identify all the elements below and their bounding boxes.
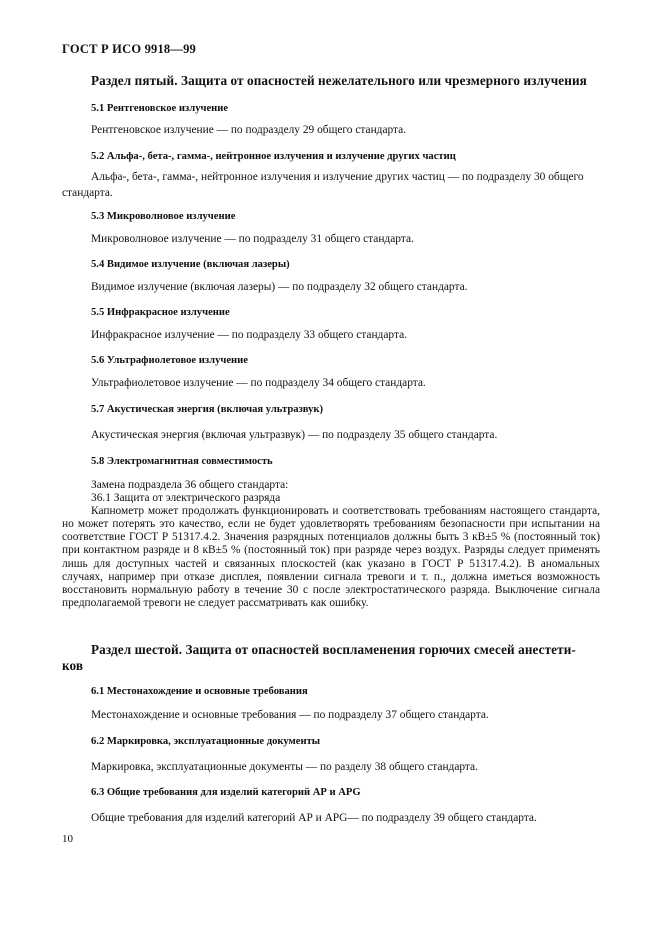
- subsection-6-3-text: Общие требования для изделий категорий АР и АРG— по подразделу 39 общего стандарта.: [91, 812, 537, 824]
- emc-body: Капнометр может продолжать функционировать и соответствовать требованиям настоящего стандарта, но может потерять это качество, если не будет удовлетворять требованиям безопасности при испытании на соответствие ГОСТ Р 51317.4.2. Значения разрядных потенциалов должны быть 3 кВ±5 % (постоянный ток) при контактном разряде и 8 кВ±5 % (постоянный ток) при разряде через воздух. Разряды следует применять лишь для доступных частей и связанных плоскостей (как указано в ГОСТ Р 51317.4.2). В аномальных случаях, например при отказе дисплея, появлении сигнала тревоги и т. п., должна иметься возможность восстановить нормальную работу в течение 30 с после электростатического разряда. Выключение сигнала предполагаемой тревоги не следует рассматривать как ошибку.: [62, 505, 600, 609]
- subsection-5-2-heading: 5.2 Альфа-, бета-, гамма-, нейтронное излучения и излучение других частиц: [91, 151, 456, 162]
- section6-title-line1: Раздел шестой. Защита от опасностей воспламенения горючих смесей анестети-: [91, 642, 576, 657]
- subsection-6-1-text: Местонахождение и основные требования — по подразделу 37 общего стандарта.: [91, 709, 489, 721]
- subsection-6-1-heading: 6.1 Местонахождение и основные требования: [91, 686, 308, 697]
- emc-clause-line: 36.1 Защита от электрического разряда: [91, 492, 281, 505]
- emc-paragraph: [62, 479, 600, 610]
- subsection-5-6-text: Ультрафиолетовое излучение — по подразделу 34 общего стандарта.: [91, 377, 426, 389]
- subsection-5-7-text: Акустическая энергия (включая ультразвук) — по подразделу 35 общего стандарта.: [91, 429, 498, 441]
- subsection-5-3-heading: 5.3 Микроволновое излучение: [91, 211, 236, 222]
- subsection-5-7-heading: 5.7 Акустическая энергия (включая ультразвук): [91, 404, 324, 415]
- subsection-5-5-text: Инфракрасное излучение — по подразделу 33 общего стандарта.: [91, 329, 407, 341]
- subsection-5-2-text: Альфа-, бета-, гамма-, нейтронное излучения и излучение других частиц — по подразделу 30 общего стандарта.: [62, 171, 584, 199]
- document-header: ГОСТ Р ИСО 9918—99: [62, 42, 196, 56]
- subsection-6-2-heading: 6.2 Маркировка, эксплуатационные документы: [91, 736, 321, 747]
- emc-replacement-line: Замена подраздела 36 общего стандарта:: [91, 479, 289, 491]
- subsection-6-2-text: Маркировка, эксплуатационные документы — по разделу 38 общего стандарта.: [91, 761, 478, 773]
- subsection-5-1-heading: 5.1 Рентгеновское излучение: [91, 103, 229, 114]
- subsection-5-4-heading: 5.4 Видимое излучение (включая лазеры): [91, 259, 290, 270]
- section5-title: Раздел пятый. Защита от опасностей нежелательного или чрезмерного излучения: [91, 73, 587, 88]
- subsection-6-3-heading: 6.3 Общие требования для изделий категорий АР и АРG: [91, 787, 361, 798]
- subsection-5-2-text-block: [62, 170, 602, 201]
- subsection-5-8-heading: 5.8 Электромагнитная совместимость: [91, 456, 273, 467]
- section6-title-line2: ков: [62, 658, 84, 673]
- subsection-5-6-heading: 5.6 Ультрафиолетовое излучение: [91, 355, 248, 366]
- subsection-5-1-text: Рентгеновское излучение — по подразделу 29 общего стандарта.: [91, 124, 407, 136]
- subsection-5-5-heading: 5.5 Инфракрасное излучение: [91, 307, 230, 318]
- subsection-5-3-text: Микроволновое излучение — по подразделу 31 общего стандарта.: [91, 233, 414, 245]
- subsection-5-4-text: Видимое излучение (включая лазеры) — по подразделу 32 общего стандарта.: [91, 281, 468, 293]
- page-number: 10: [62, 833, 73, 845]
